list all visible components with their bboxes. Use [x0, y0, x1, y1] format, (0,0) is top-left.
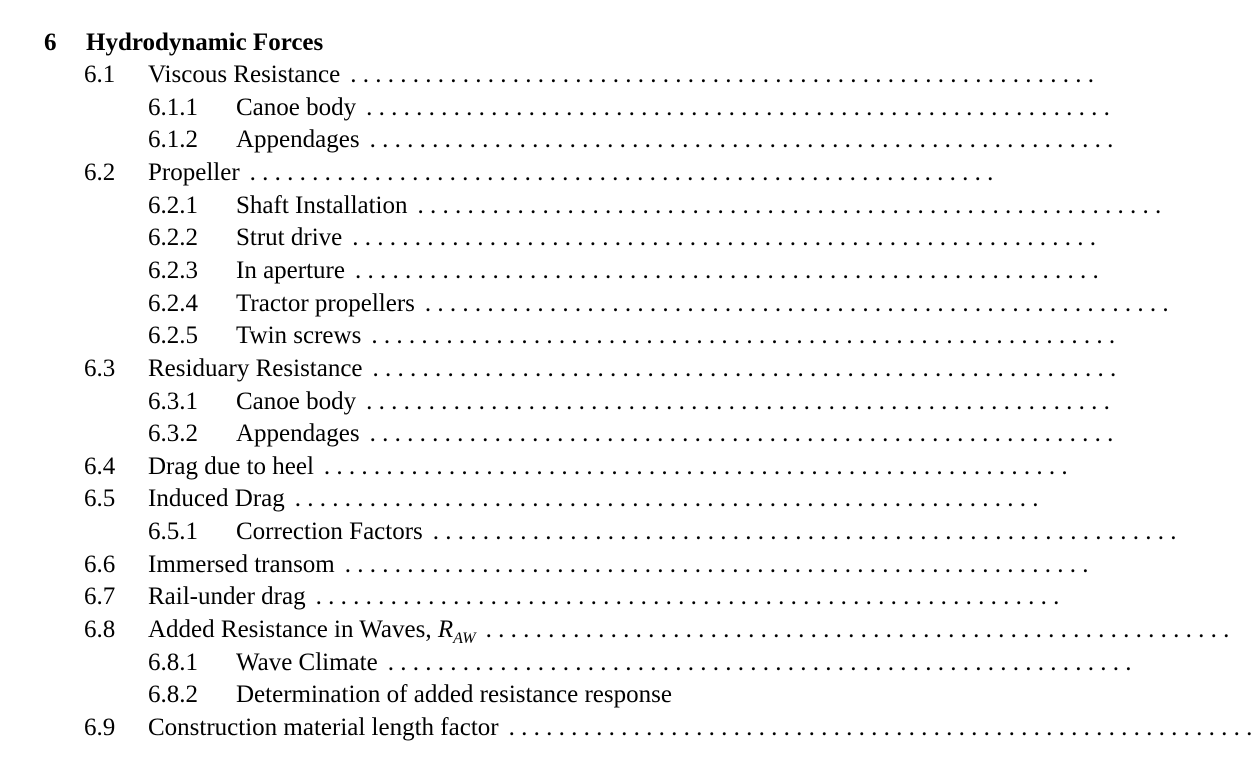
entry-title-text: Strut drive	[236, 224, 343, 252]
entry-number: 6.2.4	[148, 289, 198, 317]
leader-dots: . . . . . . . . . . . . . . . . . . . . . . . . . . . . . . . . . . . . . . . . . . . . . . . . . . . . . . . . . . . .	[249, 158, 994, 186]
math-base: R	[437, 616, 454, 643]
entry-title-text: In aperture	[236, 256, 345, 284]
entry-title	[148, 581, 1060, 613]
toc-entry[interactable]	[0, 353, 1117, 385]
entry-title-text: Induced Drag	[148, 485, 285, 513]
toc-entry[interactable]	[0, 679, 720, 711]
entry-title	[236, 92, 1110, 124]
leader-dots: . . . . . . . . . . . . . . . . . . . . . . . . . . . . . . . . . . . . . . . . . . . . . . . . . . . . . . . . . . . .	[371, 322, 1116, 350]
leader-dots: . . . . . . . . . . . . . . . . . . . . . . . . . . . . . . . . . . . . . . . . . . . . . . . . . . . . . . . . . . . .	[366, 387, 1110, 415]
toc-entry[interactable]	[0, 92, 1110, 124]
toc-entry[interactable]	[0, 549, 1089, 581]
entry-title-text: Viscous Resistance	[148, 61, 341, 88]
entry-title	[236, 288, 1169, 320]
leader-dots: . . . . . . . . . . . . . . . . . . . . . . . . . . . . . . . . . . . . . . . . . . . . . . . . . . . . . . . . . . . .	[508, 714, 1252, 741]
leader-dots: . . . . . . . . . . . . . . . . . . . . . . . . . . . . . . . . . . . . . . . . . . . . . . . . . . . . . . . . . . . .	[369, 420, 1114, 448]
entry-title	[148, 59, 1094, 91]
entry-number: 6.1	[84, 61, 116, 88]
toc-entry[interactable]	[0, 647, 1132, 679]
toc-entry[interactable]	[0, 190, 1162, 222]
toc-entry[interactable]	[0, 255, 1099, 287]
entry-title	[148, 157, 994, 189]
entry-title-text: Canoe body	[236, 93, 357, 121]
entry-title-text: Residuary Resistance	[148, 354, 363, 382]
toc-entry[interactable]	[0, 222, 1096, 254]
entry-number: 6.3	[84, 354, 116, 382]
toc-entry[interactable]	[0, 418, 1114, 450]
entry-number: 6.1.2	[148, 126, 198, 154]
leader-dots: . . . . . . . . . . . . . . . . . . . . . . . . . . . . . . . . . . . . . . . . . . . . . . . . . . . . . . . . . . . .	[294, 485, 1039, 513]
entry-title	[236, 124, 1114, 156]
entry-title	[236, 386, 1110, 418]
entry-title-text: Canoe body	[236, 387, 357, 415]
leader-dots: . . . . . . . . . . . . . . . . . . . . . . . . . . . . . . . . . . . . . . . . . . . . . . . . . . . . . . . . . . . .	[344, 550, 1089, 578]
entry-title-text: Appendages	[236, 126, 360, 154]
entry-title	[236, 255, 1099, 287]
entry-title	[236, 320, 1116, 352]
entry-number: 6.2.5	[148, 322, 198, 350]
entry-number: 6.1.1	[148, 93, 198, 121]
toc-entry[interactable]	[0, 712, 1252, 744]
math-subscript: AW	[453, 630, 476, 647]
entry-title	[148, 712, 1252, 744]
toc-entry[interactable]	[0, 516, 1177, 548]
leader-dots: . . . . . . . . . . . . . . . . . . . . . . . . . . . . . . . . . . . . . . . . . . . . . . . . . . . . . . . . . . . .	[432, 518, 1177, 546]
entry-title-text: Propeller	[148, 158, 240, 186]
toc-entry[interactable]	[0, 59, 1094, 91]
entry-title-text: Added Resistance in Waves,	[148, 616, 438, 643]
leader-dots: . . . . . . . . . . . . . . . . . . . . . . . . . . . . . . . . . . . . . . . . . . . . . . . . . . . . . . . . . . . .	[350, 61, 1094, 88]
entry-title	[236, 190, 1162, 222]
entry-title-text: Wave Climate	[236, 648, 378, 676]
toc-entry[interactable]	[0, 386, 1110, 418]
entry-title-text: Twin screws	[236, 322, 362, 350]
entry-number: 6.3.2	[148, 420, 198, 448]
entry-title-text: Shaft Installation	[236, 191, 408, 219]
leader-dots: . . . . . . . . . . . . . . . . . . . . . . . . . . . . . . . . . . . . . . . . . . . . . . . . . . . . . . . . . . . .	[354, 256, 1099, 284]
leader-dots: . . . . . . . . . . . . . . . . . . . . . . . . . . . . . . . . . . . . . . . . . . . . . . . . . . . . . . . . . . . .	[387, 648, 1132, 676]
entry-title	[236, 418, 1114, 450]
entry-title-text: Determination of added resistance response	[236, 681, 672, 709]
entry-number: 6.8	[84, 616, 116, 643]
entry-title-text: Construction material length factor	[148, 714, 499, 741]
entry-number: 6.7	[84, 583, 116, 611]
toc-entry[interactable]	[0, 288, 1169, 320]
leader-dots: . . . . . . . . . . . . . . . . . . . . . . . . . . . . . . . . . . . . . . . . . . . . . . . . . . . . . . . . . . . .	[315, 583, 1060, 611]
entry-number: 6.2	[84, 158, 116, 186]
entry-title	[236, 222, 1096, 254]
toc-entry[interactable]	[0, 451, 1068, 483]
toc-entry[interactable]	[0, 581, 1060, 613]
entry-number: 6.3.1	[148, 387, 198, 415]
leader-dots: . . . . . . . . . . . . . . . . . . . . . . . . . . . . . . . . . . . . . . . . . . . . . . . . . . . . . . . . . . . .	[372, 354, 1117, 382]
leader-dots: . . . . . . . . . . . . . . . . . . . . . . . . . . . . . . . . . . . . . . . . . . . . . . . . . . . . . . . . . . . .	[369, 126, 1114, 154]
entry-title-text: Appendages	[236, 420, 360, 448]
entry-title-text: Tractor propellers	[236, 289, 415, 317]
entry-number: 6.4	[84, 452, 116, 480]
math-symbol	[437, 616, 476, 647]
chapter-number: 6	[44, 29, 57, 56]
chapter-heading[interactable]	[44, 27, 323, 59]
entry-title	[236, 679, 720, 711]
entry-number: 6.8.1	[148, 648, 198, 676]
leader-dots: . . . . . . . . . . . . . . . . . . . . . . . . . . . . . . . . . . . . . . . . . . . . . . . . . . . . . . . . . . . .	[424, 289, 1169, 317]
entry-title-text: Correction Factors	[236, 518, 423, 546]
leader-dots: . . . . . . . . . . . . . . . . . . . . . . . . . . . . . . . . . . . . . . . . . . . . . . . . . . . . . . . . . . . .	[366, 93, 1110, 121]
leader-dots: . . . . . . . . . . . . . . . . . . . . . . . . . . . . . . . . . . . . . . . . . . . . . . . . . . . . . . . . . . . .	[352, 224, 1096, 252]
toc-entry[interactable]	[0, 157, 994, 189]
entry-title	[148, 451, 1068, 483]
entry-title-text: Rail-under drag	[148, 583, 306, 611]
entry-title-text: Drag due to heel	[148, 452, 314, 480]
entry-number: 6.2.3	[148, 256, 198, 284]
entry-title	[148, 483, 1039, 515]
entry-title-text: Immersed transom	[148, 550, 335, 578]
leader-dots: . . . . . . . . . . . . . . . . . . . . . . . . . . . . . . . . . . . . . . . . . . . . . . . . . . . . . . . . . . . .	[417, 191, 1162, 219]
entry-number: 6.5	[84, 485, 116, 513]
toc-entry[interactable]	[0, 320, 1116, 352]
entry-number: 6.8.2	[148, 681, 198, 709]
entry-number: 6.2.1	[148, 191, 198, 219]
chapter-title: Hydrodynamic Forces	[86, 29, 324, 56]
entry-number: 6.2.2	[148, 224, 198, 252]
leader-dots: . . . . . . . . . . . . . . . . . . . . . . . . . . . . . . . . . . . . . . . . . . . . . . . . . . . . . . . . . . . .	[485, 616, 1230, 643]
entry-number: 6.6	[84, 550, 116, 578]
toc-entry[interactable]	[0, 614, 1230, 647]
entry-title	[148, 549, 1089, 581]
entry-title	[236, 647, 1132, 679]
entry-number: 6.9	[84, 714, 116, 741]
toc-entry[interactable]	[0, 483, 1039, 515]
leader-dots: . . . . . . . . . . . . . . . . . . . . . . . . . . . . . . . . . . . . . . . . . . . . . . . . . . . . . . . . . . . .	[323, 452, 1068, 480]
entry-title	[236, 516, 1177, 548]
toc-entry[interactable]	[0, 124, 1114, 156]
entry-title	[148, 353, 1117, 385]
entry-number: 6.5.1	[148, 518, 198, 546]
